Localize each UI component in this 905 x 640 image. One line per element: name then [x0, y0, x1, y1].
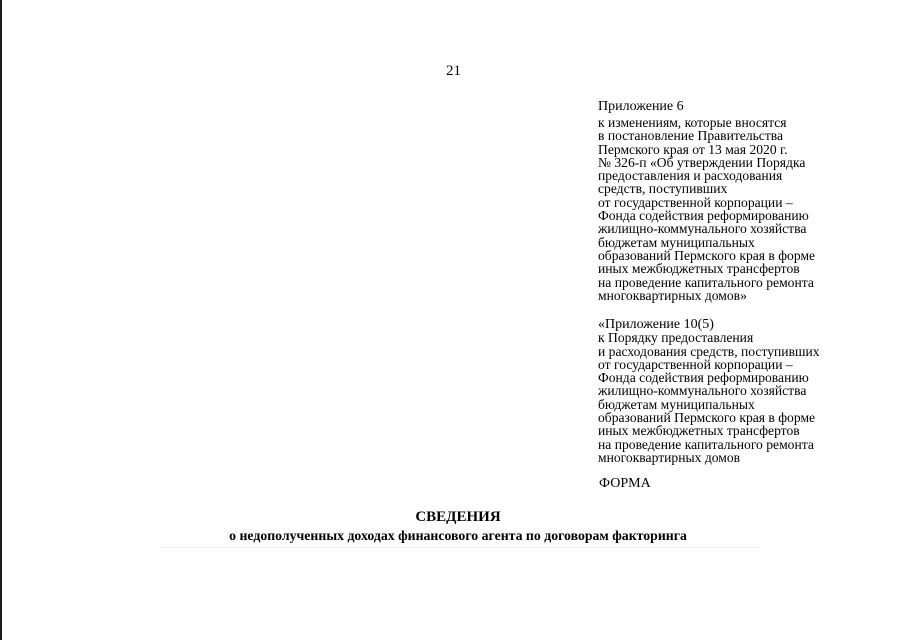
appendix-6-line: иных межбюджетных трансфертов: [598, 261, 800, 277]
appendix-6-line: средств, поступивших: [598, 181, 728, 197]
page-number: 21: [446, 63, 461, 79]
appendix-10-5-line: иных межбюджетных трансфертов: [598, 423, 800, 439]
appendix-6-line: предоставления и расходования: [598, 168, 783, 184]
scan-edge-line: [0, 0, 2, 640]
appendix-6-line: к изменениям, которые вносятся: [598, 115, 787, 130]
appendix-6-line: образований Пермского края в форме: [598, 247, 816, 263]
appendix-6-line: жилищно-коммунального хозяйства: [598, 221, 807, 237]
appendix-6-line: на проведение капитального ремонта: [598, 274, 814, 290]
appendix-10-5-line: Фонда содействия реформированию: [598, 370, 809, 386]
appendix-10-5-block: [598, 318, 820, 464]
appendix-10-5-line: жилищно-коммунального хозяйства: [598, 383, 807, 399]
appendix-6-line: Пермского края от 13 мая 2020 г.: [598, 141, 788, 157]
appendix-10-5-line: бюджетам муниципальных: [598, 396, 755, 412]
document-title: СВЕДЕНИЯ: [415, 509, 501, 525]
appendix-6-line: в постановление Правительства: [598, 128, 784, 144]
appendix-10-5-line: на проведение капитального ремонта: [598, 436, 814, 452]
appendix-6-line: многоквартирных домов»: [598, 287, 747, 303]
appendix-10-5-line: от государственной корпорации –: [598, 356, 793, 372]
forma-label: ФОРМА: [599, 476, 651, 491]
appendix-6-line: бюджетам муниципальных: [598, 234, 755, 250]
appendix-6-line: № 326-п «Об утверждении Порядка: [598, 154, 806, 170]
appendix-10-5-line: образований Пермского края в форме: [598, 410, 816, 426]
appendix-10-5-title: «Приложение 10(5): [598, 317, 714, 332]
faint-rule: [160, 547, 760, 548]
appendix-6-block: [598, 98, 815, 302]
document-subtitle: о недополученных доходах финансового агента по договорам факторинга: [229, 528, 687, 543]
appendix-6-line: Фонда содействия реформированию: [598, 208, 809, 224]
appendix-10-5-line: многоквартирных домов: [598, 449, 741, 465]
appendix-10-5-line: и расходования средств, поступивших: [598, 343, 820, 359]
appendix-10-5-line: к Порядку предоставления: [598, 330, 754, 346]
appendix-6-line: от государственной корпорации –: [598, 194, 793, 210]
appendix-6-title: Приложение 6: [598, 99, 684, 114]
